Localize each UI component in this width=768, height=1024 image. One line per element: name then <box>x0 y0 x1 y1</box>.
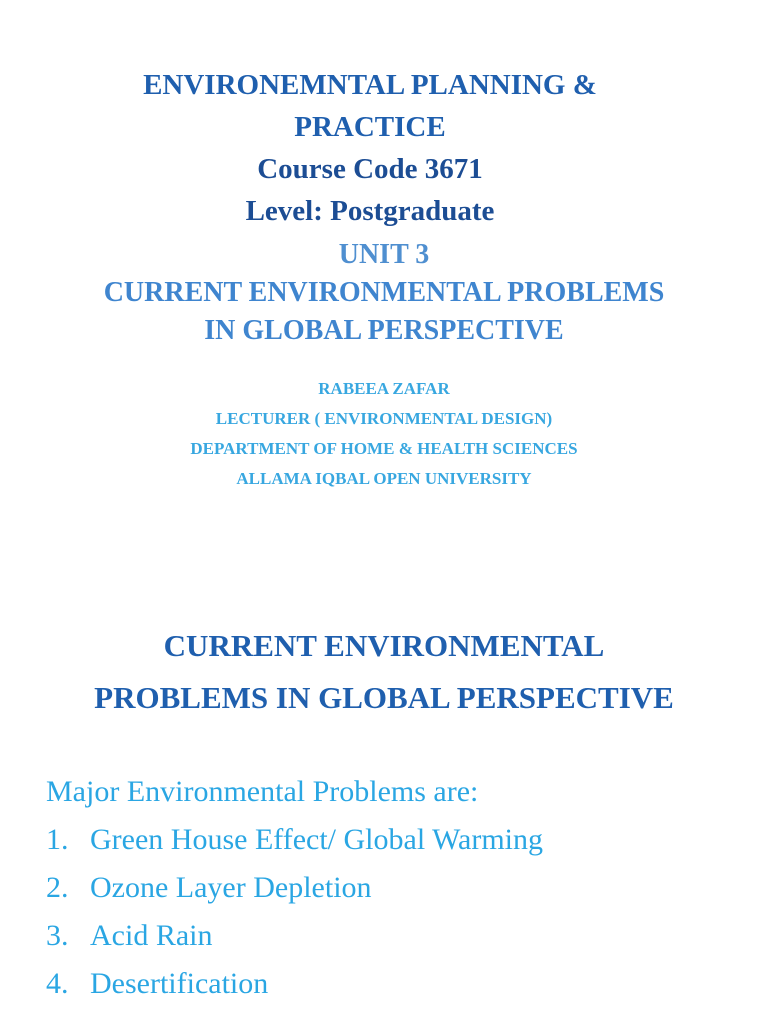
list-item-number: 4. <box>46 967 69 1000</box>
list-item <box>46 960 746 1008</box>
list-item-number: 2. <box>46 871 69 904</box>
course-title <box>0 64 740 232</box>
slide-title-line-1: CURRENT ENVIRONMENTAL <box>163 628 605 663</box>
intro-text: Major Environmental Problems are: <box>46 775 479 808</box>
list-item-number: 1. <box>46 823 69 856</box>
slide-body <box>46 768 746 1008</box>
course-level: Level: Postgraduate <box>245 195 495 227</box>
author-position: LECTURER ( ENVIRONMENTAL DESIGN) <box>215 409 553 428</box>
unit-heading <box>0 236 768 350</box>
course-code: Course Code 3671 <box>257 153 483 185</box>
problems-list <box>46 816 746 1008</box>
list-item <box>46 816 746 864</box>
content-slide <box>0 560 768 1024</box>
slide-title <box>0 620 768 724</box>
course-title-line-1: ENVIRONEMNTAL PLANNING & <box>143 69 597 101</box>
list-item-text: Acid Rain <box>90 919 213 952</box>
author-department: DEPARTMENT OF HOME & HEALTH SCIENCES <box>190 439 578 458</box>
list-item <box>46 912 746 960</box>
unit-title-line-2: IN GLOBAL PERSPECTIVE <box>204 315 564 346</box>
author-name: RABEEA ZAFAR <box>318 379 450 398</box>
author-university: ALLAMA IQBAL OPEN UNIVERSITY <box>236 469 532 488</box>
list-item-text: Ozone Layer Depletion <box>90 871 372 904</box>
list-item-number: 3. <box>46 919 69 952</box>
list-item-text: Desertification <box>90 967 269 1000</box>
list-item <box>46 864 746 912</box>
course-title-line-2: PRACTICE <box>294 111 446 143</box>
slide-title-line-2: PROBLEMS IN GLOBAL PERSPECTIVE <box>94 680 674 715</box>
author-info <box>0 374 768 494</box>
unit-title-line-1: CURRENT ENVIRONMENTAL PROBLEMS <box>103 277 665 308</box>
list-item-text: Green House Effect/ Global Warming <box>90 823 544 856</box>
unit-label: UNIT 3 <box>338 239 430 270</box>
